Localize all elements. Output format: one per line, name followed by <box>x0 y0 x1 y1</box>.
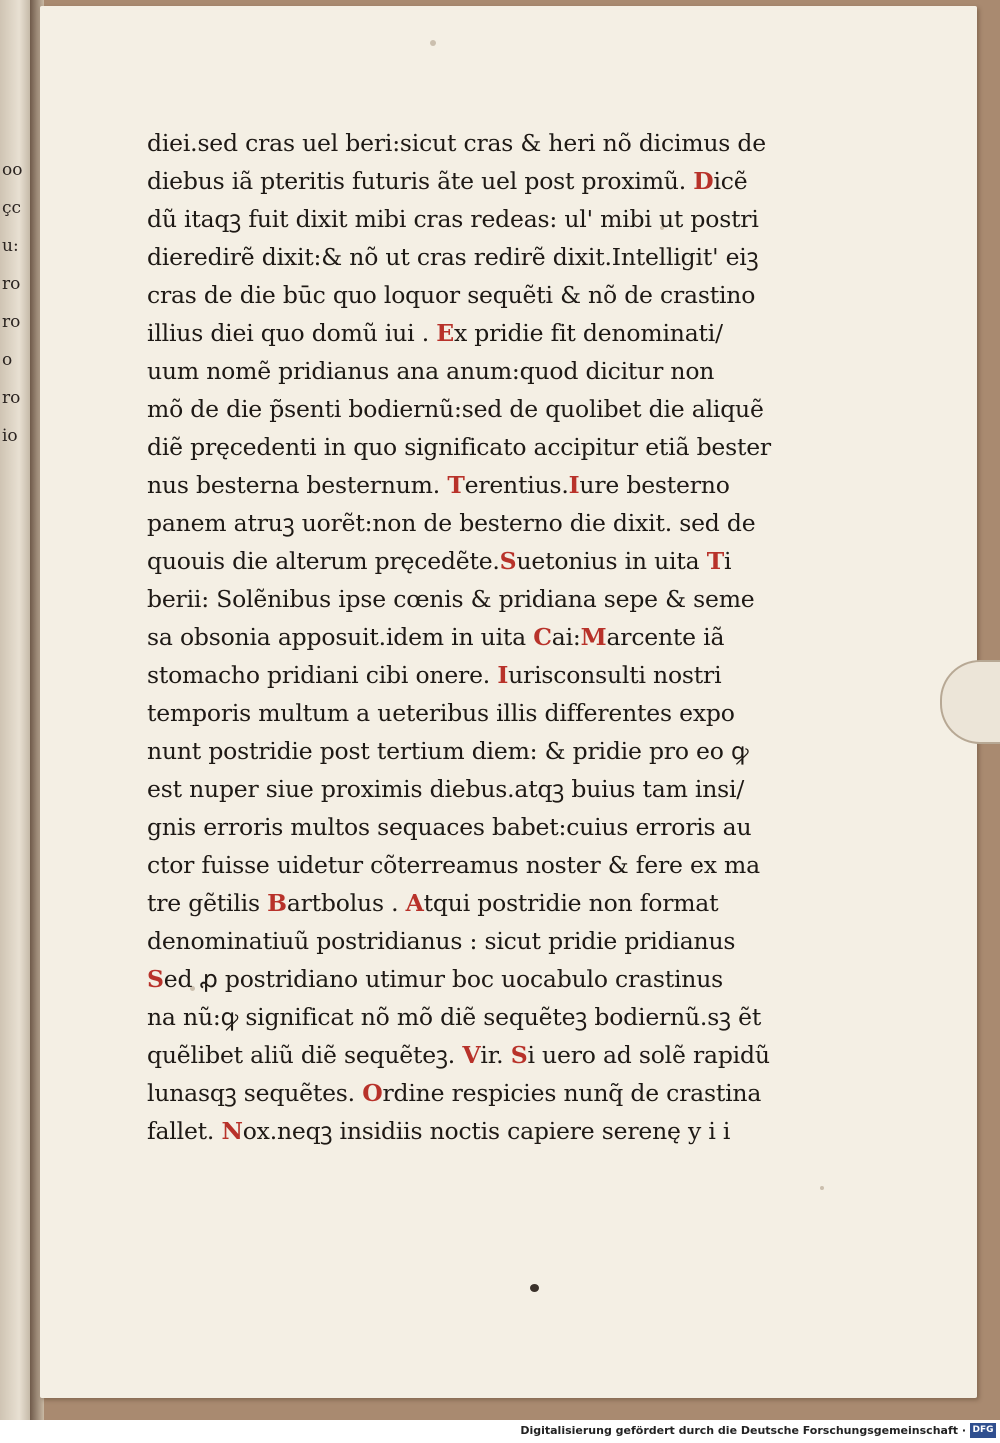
text-segment: rdine respicies nunq̃ de crastina <box>382 1079 762 1107</box>
text-line <box>147 770 787 808</box>
text-segment: uum nomẽ pridianus ana anum:quod dicitur non <box>147 357 715 385</box>
text-segment: diei.sed cras uel beri:sicut cras & heri nõ dicimus de <box>147 129 766 157</box>
text-segment: est nuper siue proximis diebus.atqꝫ buius tam insi/ <box>147 775 745 803</box>
text-segment: ox.neqꝫ insidiis noctis capiere serenę y i i <box>242 1117 731 1145</box>
text-line <box>147 998 787 1036</box>
text-segment: ctor fuisse uidetur cõterreamus noster & fere ex ma <box>147 851 760 879</box>
text-segment: erentius. <box>464 471 569 499</box>
previous-page-fragment: oo <box>2 160 23 180</box>
text-segment: panem atruꝫ uorẽt:non de besterno die dixit. sed de <box>147 509 756 537</box>
text-segment: x pridie fit denominati/ <box>453 319 723 347</box>
rubricated-initial: T <box>706 547 724 575</box>
text-segment: stomacho pridiani cibi onere. <box>147 661 498 689</box>
rubricated-initial: T <box>447 471 465 499</box>
text-line <box>147 1036 787 1074</box>
text-segment: cras de die būc quo loquor sequẽti & nõ de crastino <box>147 281 756 309</box>
text-segment: dieredirẽ dixit:& nõ ut cras redirẽ dixit.Intelligit' eiꝫ <box>147 243 759 271</box>
text-line <box>147 124 787 162</box>
digitization-credit: Digitalisierung gefördert durch die Deutsche Forschungsgemeinschaft · <box>520 1424 966 1437</box>
book-page <box>40 6 977 1398</box>
text-line <box>147 428 787 466</box>
previous-page-fragment: io <box>2 426 18 446</box>
text-segment: diẽ pręcedenti in quo significato accipitur etiã bester <box>147 433 771 461</box>
rubricated-initial: C <box>533 623 552 651</box>
rubricated-initial: A <box>405 889 424 917</box>
text-segment: i <box>724 547 732 575</box>
text-segment: artbolus . <box>286 889 406 917</box>
text-segment: tqui postridie non format <box>423 889 719 917</box>
printed-text-block <box>147 124 787 1150</box>
page-dot-mark <box>530 1284 539 1292</box>
text-segment: arcente iã <box>606 623 725 651</box>
previous-page-fragment: ro <box>2 388 21 408</box>
text-segment: ure besterno <box>579 471 730 499</box>
previous-page-fragment: çc <box>2 198 22 218</box>
text-segment: tre gẽtilis <box>147 889 268 917</box>
previous-page-fragment: ro <box>2 312 21 332</box>
text-segment: ai: <box>551 623 581 651</box>
text-segment: lunasqꝫ sequẽtes. <box>147 1079 363 1107</box>
previous-page-fragment: ro <box>2 274 21 294</box>
text-line <box>147 238 787 276</box>
text-line <box>147 276 787 314</box>
text-line <box>147 960 787 998</box>
rubricated-initial: I <box>568 471 580 499</box>
footer-bar <box>0 1420 1000 1443</box>
text-segment: sa obsonia apposuit.idem in uita <box>147 623 534 651</box>
dfg-logo: DFG <box>970 1423 996 1438</box>
rubricated-initial: N <box>221 1117 243 1145</box>
text-segment: ir. <box>480 1041 511 1069</box>
rubricated-initial: S <box>510 1041 528 1069</box>
text-segment: temporis multum a ueteribus illis differentes expo <box>147 699 735 727</box>
rubricated-initial: E <box>436 319 454 347</box>
rubricated-initial: V <box>462 1041 481 1069</box>
text-segment: uetonius in uita <box>516 547 707 575</box>
text-segment: na nũ:ꝙ significat nõ mõ diẽ sequẽteꝫ bodiernũ.sꝫ ẽt <box>147 1003 762 1031</box>
text-line <box>147 694 787 732</box>
text-segment: quẽlibet aliũ diẽ sequẽteꝫ. <box>147 1041 463 1069</box>
text-line <box>147 618 787 656</box>
previous-page-edge <box>0 0 32 1420</box>
rubricated-initial: B <box>267 889 287 917</box>
text-line <box>147 846 787 884</box>
text-line <box>147 580 787 618</box>
paper-speck <box>820 1186 824 1190</box>
text-segment: icẽ <box>713 167 748 195</box>
text-segment: dũ itaqꝫ fuit dixit mibi cras redeas: ul' mibi ut postri <box>147 205 759 233</box>
rubricated-initial: O <box>362 1079 383 1107</box>
paper-speck <box>430 40 436 46</box>
text-segment: i uero ad solẽ rapidũ <box>527 1041 770 1069</box>
text-line <box>147 808 787 846</box>
rubricated-initial: S <box>499 547 517 575</box>
text-line <box>147 352 787 390</box>
text-line <box>147 1074 787 1112</box>
text-segment: diebus iã pteritis futuris ãte uel post proximũ. <box>147 167 694 195</box>
text-segment: fallet. <box>147 1117 222 1145</box>
text-segment: berii: Solẽnibus ipse cœnis & pridiana sepe & seme <box>147 585 755 613</box>
text-line <box>147 884 787 922</box>
text-line <box>147 504 787 542</box>
text-line <box>147 466 787 504</box>
text-segment: nus besterna besternum. <box>147 471 448 499</box>
previous-page-fragment: o <box>2 350 13 370</box>
text-segment: nunt postridie post tertium diem: & pridie pro eo ꝙ <box>147 737 749 765</box>
text-line <box>147 656 787 694</box>
text-line <box>147 922 787 960</box>
rubricated-initial: M <box>580 623 607 651</box>
text-line <box>147 732 787 770</box>
text-line <box>147 314 787 352</box>
text-segment: urisconsulti nostri <box>508 661 722 689</box>
text-line <box>147 390 787 428</box>
previous-page-fragment: u: <box>2 236 19 256</box>
rubricated-initial: D <box>693 167 714 195</box>
text-segment: ed ꝓ postridiano utimur boc uocabulo crastinus <box>163 965 723 993</box>
text-line <box>147 200 787 238</box>
text-segment: quouis die alterum pręcedẽte. <box>147 547 500 575</box>
rubricated-initial: I <box>497 661 509 689</box>
text-segment: gnis erroris multos sequaces babet:cuius erroris au <box>147 813 752 841</box>
text-segment: denominatiuũ postridianus : sicut pridie pridianus <box>147 927 736 955</box>
text-line <box>147 542 787 580</box>
text-segment: mõ de die p̃senti bodiernũ:sed de quolibet die aliquẽ <box>147 395 764 423</box>
rubricated-initial: S <box>147 965 164 993</box>
text-segment: illius diei quo domũ iui . <box>147 319 437 347</box>
text-line <box>147 1112 787 1150</box>
text-line <box>147 162 787 200</box>
